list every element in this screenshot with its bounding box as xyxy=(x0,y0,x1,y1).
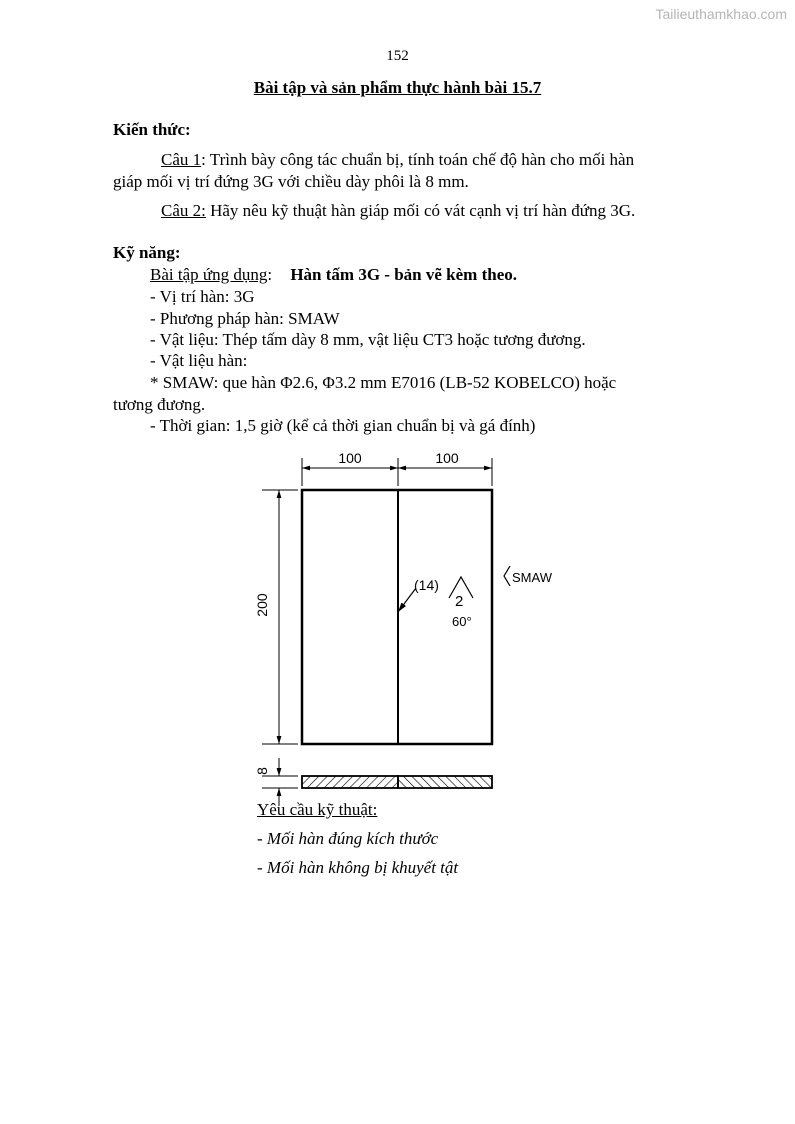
dim-top-right: 100 xyxy=(435,450,459,466)
question-1-label: Câu 1 xyxy=(161,150,202,169)
exercise-title: Hàn tấm 3G - bản vẽ kèm theo. xyxy=(290,265,517,284)
question-1-continued: giáp mối vị trí đứng 3G với chiều dày phôi là 8 mm. xyxy=(113,172,469,191)
weld-angle: 60° xyxy=(452,614,472,629)
weld-tail-symbol xyxy=(504,566,510,586)
section-plate-left xyxy=(302,776,398,788)
weld-process: SMAW xyxy=(512,570,552,585)
section-plate-right xyxy=(398,776,492,788)
dim-top-left: 100 xyxy=(338,450,362,466)
smaw-consumable-continued: tương đương. xyxy=(113,395,206,414)
question-2-label: Câu 2: xyxy=(161,201,206,220)
list-item: - Vật liệu: Thép tấm dày 8 mm, vật liệu CT3 hoặc tương đương. xyxy=(150,330,586,349)
exercise-label: Bài tập ứng dụng xyxy=(150,265,268,284)
requirement-item: - Mối hàn không bị khuyết tật xyxy=(257,858,459,877)
dim-height: 200 xyxy=(254,593,270,617)
page-number: 152 xyxy=(386,48,409,64)
weld-gap: 2 xyxy=(455,593,464,610)
knowledge-heading: Kiến thức: xyxy=(113,120,191,139)
dim-thickness: 8 xyxy=(254,767,270,775)
list-item: - Phương pháp hàn: SMAW xyxy=(150,309,340,328)
watermark: Tailieuthamkhao.com xyxy=(655,6,787,22)
question-2-text: Hãy nêu kỹ thuật hàn giáp mối có vát cạnh vị trí hàn đứng 3G. xyxy=(205,201,636,220)
smaw-consumable: * SMAW: que hàn Φ2.6, Φ3.2 mm E7016 (LB-52 KOBELCO) hoặc xyxy=(150,373,617,392)
weld-size: (14) xyxy=(414,577,439,593)
list-item: - Vật liệu hàn: xyxy=(150,351,248,370)
exercise-colon: : xyxy=(267,265,273,284)
time-requirement: - Thời gian: 1,5 giờ (kể cả thời gian chuẩn bị và gá đính) xyxy=(150,416,536,435)
requirement-item: - Mối hàn đúng kích thước xyxy=(257,829,439,848)
list-item: - Vị trí hàn: 3G xyxy=(150,287,255,306)
skills-heading: Kỹ năng: xyxy=(113,243,181,262)
requirements-heading: Yêu cầu kỹ thuật: xyxy=(257,800,378,819)
question-1-text: : Trình bày công tác chuẩn bị, tính toán chế độ hàn cho mối hàn xyxy=(201,150,635,169)
page-title: Bài tập và sản phẩm thực hành bài 15.7 xyxy=(253,78,542,97)
